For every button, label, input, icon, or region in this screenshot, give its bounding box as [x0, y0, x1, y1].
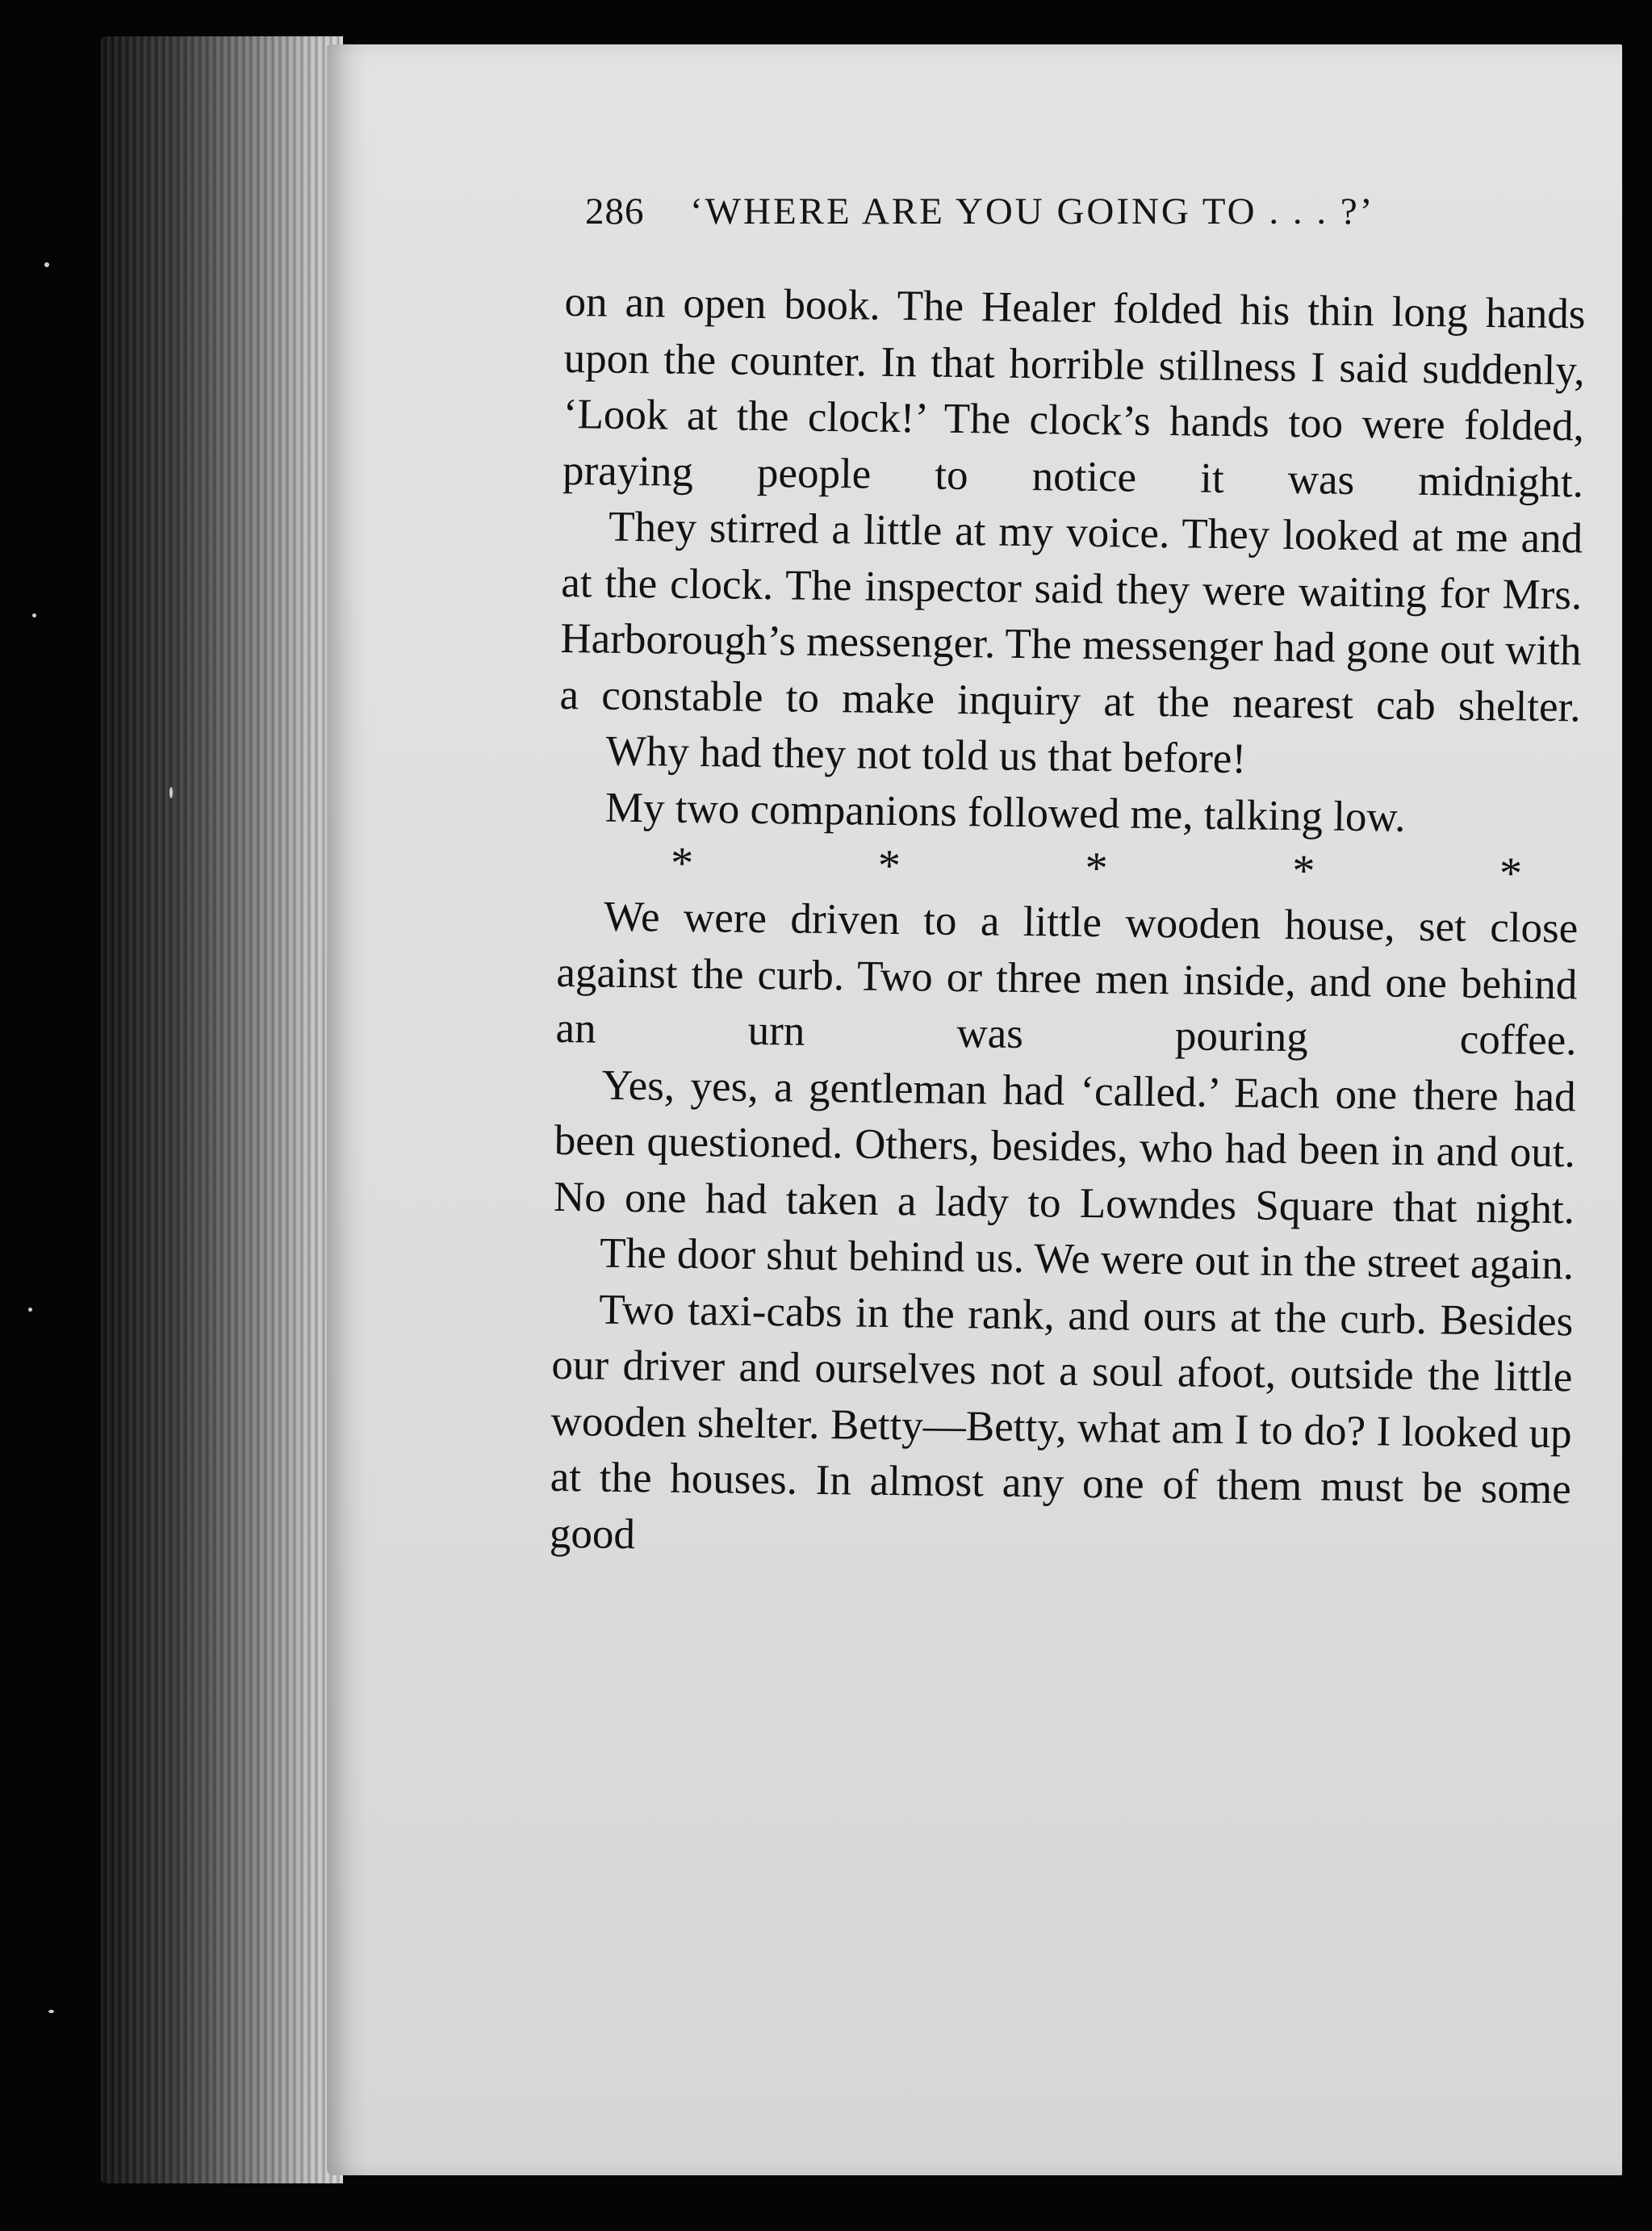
dust-speck	[48, 2010, 54, 2013]
paragraph: Why had they not told us that before!	[605, 727, 1247, 783]
dust-speck	[28, 1308, 32, 1312]
paragraph: on an open book. The Healer folded his thin long hands upon the counter. In that horrible stillness I said suddenly, ‘Look at the clock!’ The clock’s hands too were folded, praying people to notice it was midnight.	[562, 278, 1586, 506]
dust-speck	[169, 787, 173, 798]
section-break-asterisk: *	[877, 840, 901, 892]
section-break-asterisk: *	[1499, 848, 1523, 899]
section-break-asterisk: *	[1085, 843, 1108, 894]
dust-speck	[44, 262, 49, 267]
dust-speck	[32, 613, 36, 617]
page-number: 286	[585, 190, 645, 232]
section-break-asterisk: *	[1291, 846, 1315, 897]
paragraph: The door shut behind us. We were out in the street again.	[599, 1229, 1575, 1289]
book-edge	[101, 36, 343, 2183]
body-text	[550, 274, 1586, 1574]
paragraph: We were driven to a little wooden house, set close against the curb. Two or three men inside, and one behind an urn was pouring coffee.	[555, 893, 1579, 1065]
paragraph: They stirred a little at my voice. They looked at me and at the clock. The inspector said they were waiting for Mrs. Harborough’s messenger. The messenger had gone out with a constable to make inquiry at the nearest cab shelter.	[559, 503, 1583, 730]
running-title: ‘WHERE ARE YOU GOING TO . . . ?’	[690, 190, 1375, 232]
section-break-asterisk: *	[670, 838, 694, 889]
paragraph: My two companions followed me, talking low.	[604, 784, 1406, 841]
paragraph: Two taxi-cabs in the rank, and ours at the curb. Besides our driver and ourselves not a soul afoot, outside the little wooden shelter. Betty—Betty, what am I to do? I looked up at the houses. In almost any one of them must be some good	[549, 1286, 1574, 1558]
running-head	[585, 190, 1497, 246]
paragraph: Yes, yes, a gentleman had ‘called.’ Each one there had been questioned. Others, besides, who had been in and out. No one had taken a lady to Lowndes Square that night.	[553, 1061, 1577, 1233]
